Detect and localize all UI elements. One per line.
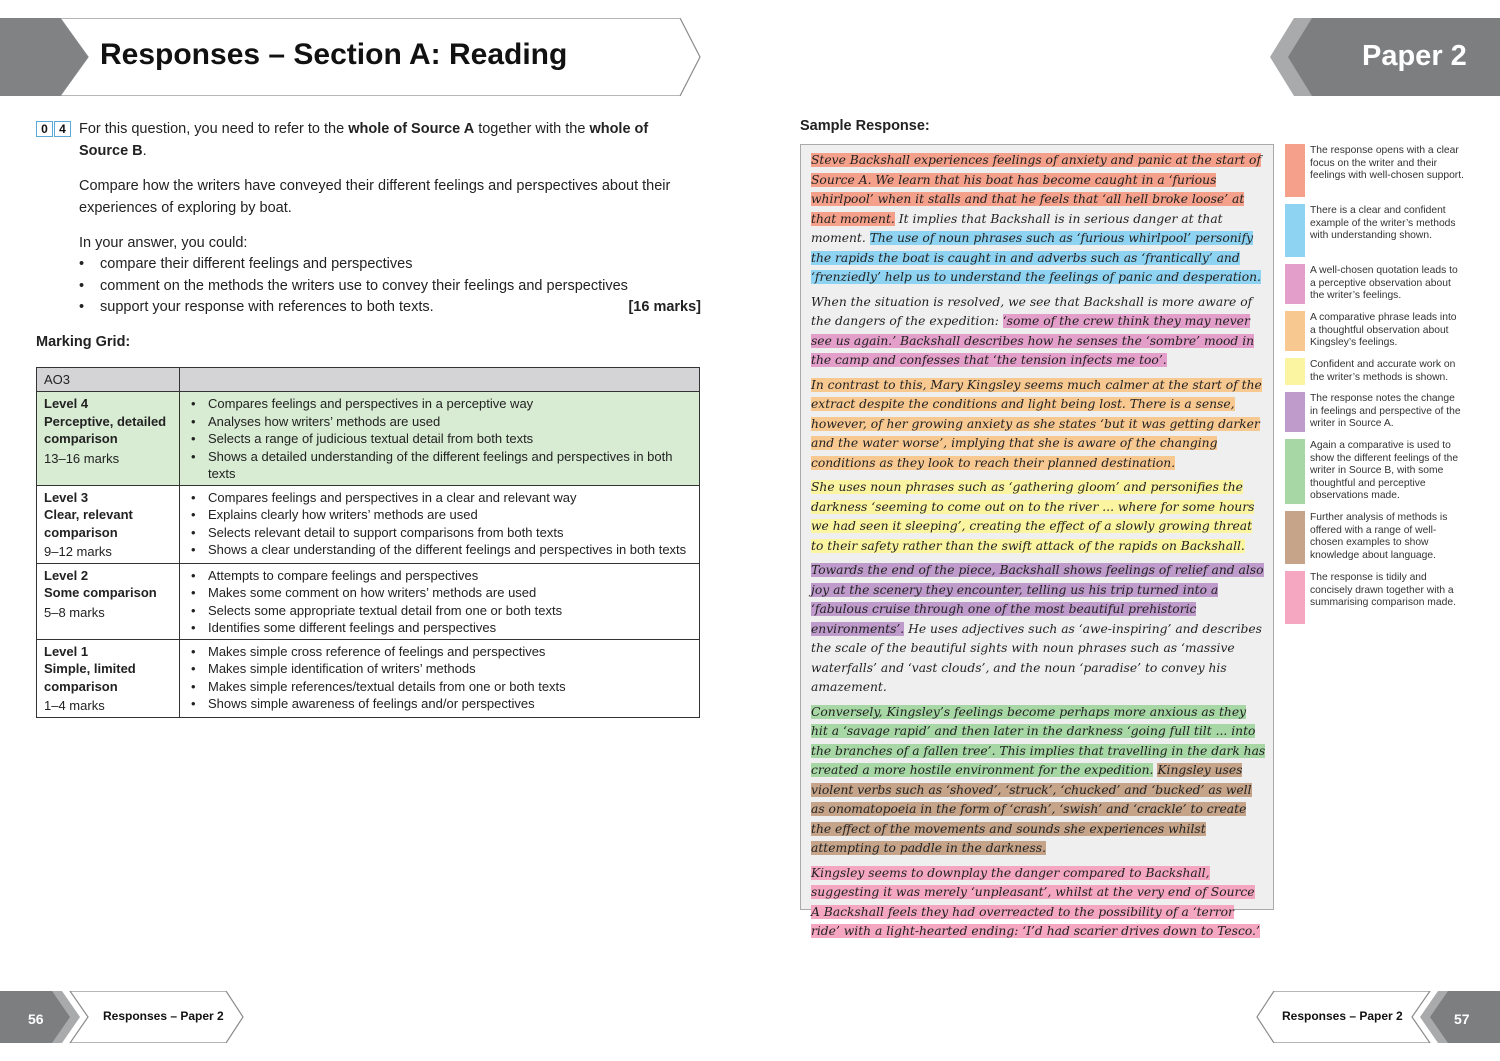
table-row xyxy=(37,485,700,563)
list-item: • Makes simple identification of writers’ methods xyxy=(187,660,692,678)
list-item: • support your response with references to both texts. [16 marks] xyxy=(79,297,701,319)
page-number: 57 xyxy=(1454,1011,1470,1027)
marks-label: [16 marks] xyxy=(628,299,701,315)
colour-swatch xyxy=(1285,511,1305,564)
list-item: • Analyses how writers’ methods are used xyxy=(187,413,692,431)
colour-swatch xyxy=(1285,311,1305,351)
question-number xyxy=(36,121,72,137)
list-item: • Makes some comment on how writers’ methods are used xyxy=(187,584,692,602)
question-bullets xyxy=(79,254,701,319)
colour-swatch xyxy=(1285,204,1305,257)
page-number: 56 xyxy=(28,1011,44,1027)
level-cell: Level 4 Perceptive, detailed comparison 13–16 marks xyxy=(37,392,180,486)
page-title: Responses – Section A: Reading xyxy=(100,38,568,71)
sample-paragraph: She uses noun phrases such as ‘gathering gloom’ and personifies the darkness ‘seeming to come out on to the river ... where for some hours we had seen it sleeping’, creating the effect of a slowly growing threat to their safety rather than the swift attack of the rapids on Backshall. xyxy=(811,480,1255,553)
list-item: • Makes simple cross reference of feelings and perspectives xyxy=(187,643,692,661)
list-item: • Selects a range of judicious textual detail from both texts xyxy=(187,430,692,448)
key-item: The response opens with a clear focus on the writer and their feelings with well-chosen support. xyxy=(1285,144,1465,197)
colour-swatch xyxy=(1285,144,1305,197)
colour-swatch xyxy=(1285,264,1305,304)
list-item: • Makes simple references/textual details from one or both texts xyxy=(187,678,692,696)
marking-grid-label: Marking Grid: xyxy=(36,334,131,350)
table-row xyxy=(37,563,700,639)
sample-paragraph: Towards the end of the piece, Backshall shows feelings of relief and also joy at the scenery they encounter, telling us his trip turned into a ‘fabulous cruise through one of the most beautiful prehistoric environments’. He uses adjectives such as ‘awe-inspiring’ and describes the scale of the beautiful sights with noun phrases such as ‘massive waterfalls’ and ‘vast clouds’, and the noun ‘paradise’ to convey his amazement. xyxy=(811,563,1264,694)
descriptor-cell xyxy=(180,563,700,639)
list-item: • compare their different feelings and perspectives xyxy=(79,254,701,276)
descriptor-cell xyxy=(180,392,700,486)
footer-title: Responses – Paper 2 xyxy=(1282,1009,1403,1023)
sample-response-label: Sample Response: xyxy=(800,118,930,134)
table-header-row xyxy=(37,368,700,392)
descriptor-cell xyxy=(180,639,700,717)
descriptor-cell xyxy=(180,485,700,563)
question-could: In your answer, you could: xyxy=(79,235,248,251)
colour-key xyxy=(1285,144,1465,631)
list-item: • Compares feelings and perspectives in a perceptive way xyxy=(187,395,692,413)
question-digit: 0 xyxy=(36,121,53,137)
table-row xyxy=(37,392,700,486)
table-row xyxy=(37,639,700,717)
sample-paragraph: In contrast to this, Mary Kingsley seems much calmer at the start of the extract despite the conditions and light being lost. There is a sense, however, of her growing anxiety as she states ‘but it was getting darker and the water worse’, implying that she is aware of the changing conditions as they look to reach their planned destination. xyxy=(811,377,1262,470)
level-cell: Level 1 Simple, limited comparison 1–4 marks xyxy=(37,639,180,717)
key-item: The response notes the change in feelings and perspective of the writer in Source A. xyxy=(1285,392,1465,432)
colour-swatch xyxy=(1285,439,1305,504)
level-cell: Level 2 Some comparison 5–8 marks xyxy=(37,563,180,639)
question-prompt: Compare how the writers have conveyed their different feelings and perspectives about their experiences of exploring by boat. xyxy=(79,178,671,216)
sample-paragraph: Steve Backshall experiences feelings of anxiety and panic at the start of Source A. We learn that his boat has become caught in a ‘furious whirlpool’ when it stalls and that he feels that ‘all hell broke loose’ at that moment. It implies that Backshall is in serious danger at that moment. The use of noun phrases such as ‘furious whirlpool’ personify the rapids the boat is caught in and adverbs such as ‘frantically’ and ‘frenziedly’ help us to understand the feelings of panic and desperation. xyxy=(811,153,1261,284)
list-item: • Attempts to compare feelings and perspectives xyxy=(187,567,692,585)
list-item: • Selects some appropriate textual detail from one or both texts xyxy=(187,602,692,620)
table-header-cell xyxy=(180,368,700,392)
colour-swatch xyxy=(1285,358,1305,385)
key-item: A comparative phrase leads into a thoughtful observation about Kingsley’s feelings. xyxy=(1285,311,1465,351)
list-item: • Identifies some different feelings and perspectives xyxy=(187,619,692,637)
footer-title: Responses – Paper 2 xyxy=(103,1009,224,1023)
key-item: Further analysis of methods is offered with a range of well-chosen examples to show knowledge about language. xyxy=(1285,511,1465,564)
key-item: A well-chosen quotation leads to a perceptive observation about the writer’s feelings. xyxy=(1285,264,1465,304)
list-item: • Shows simple awareness of feelings and/or perspectives xyxy=(187,695,692,713)
table-header-cell: AO3 xyxy=(37,368,180,392)
question-digit: 4 xyxy=(54,121,71,137)
marking-grid xyxy=(36,367,700,718)
paper-title: Paper 2 xyxy=(1362,40,1467,72)
question-intro: For this question, you need to refer to the whole of Source A together with the whole of Source B. xyxy=(79,121,649,159)
sample-response-text xyxy=(811,151,1266,947)
list-item: • comment on the methods the writers use to convey their feelings and perspectives xyxy=(79,276,701,298)
colour-swatch xyxy=(1285,392,1305,432)
list-item: • Selects relevant detail to support comparisons from both texts xyxy=(187,524,692,542)
sample-paragraph: When the situation is resolved, we see that Backshall is more aware of the dangers of the expedition: ‘some of the crew think they may never see us again.’ Backshall describes how he senses the ‘sombre’ mood in the camp and confesses that ‘the tension infects me too’. xyxy=(811,294,1255,367)
key-item: Again a comparative is used to show the different feelings of the writer in Source B, with some thoughtful and perceptive observations made. xyxy=(1285,439,1465,504)
key-item: Confident and accurate work on the writer’s methods is shown. xyxy=(1285,358,1465,385)
sample-paragraph: Conversely, Kingsley’s feelings become perhaps more anxious as they hit a ‘savage rapid’ and then later in the darkness ‘going full tilt ... into the branches of a fallen tree’. This implies that travelling in the dark has created a more hostile environment for the expedition. Kingsley uses violent verbs such as ‘shoved’, ‘struck’, ‘chucked’ and ‘bucked’ as well as onomatopoeia in the form of ‘crash’, ‘swish’ and ‘crackle’ to create the effect of the movements and sounds she experiences whilst attempting to paddle in the darkness. xyxy=(811,704,1266,855)
level-cell: Level 3 Clear, relevant comparison 9–12 marks xyxy=(37,485,180,563)
list-item: • Shows a clear understanding of the different feelings and perspectives in both texts xyxy=(187,541,692,559)
key-item: The response is tidily and concisely drawn together with a summarising comparison made. xyxy=(1285,571,1465,624)
key-item: There is a clear and confident example of the writer’s methods with understanding shown. xyxy=(1285,204,1465,257)
list-item: • Compares feelings and perspectives in a clear and relevant way xyxy=(187,489,692,507)
list-item: • Explains clearly how writers’ methods are used xyxy=(187,506,692,524)
sample-paragraph: Kingsley seems to downplay the danger compared to Backshall, suggesting it was merely ‘unpleasant’, whilst at the very end of Source A Backshall feels they had overreacted to the possibility of a ‘terror ride’ with a light-hearted ending: ‘I’d had scarier drives down to Tesco.’ xyxy=(811,865,1260,938)
colour-swatch xyxy=(1285,571,1305,624)
list-item: • Shows a detailed understanding of the different feelings and perspectives in both texts xyxy=(187,448,692,483)
